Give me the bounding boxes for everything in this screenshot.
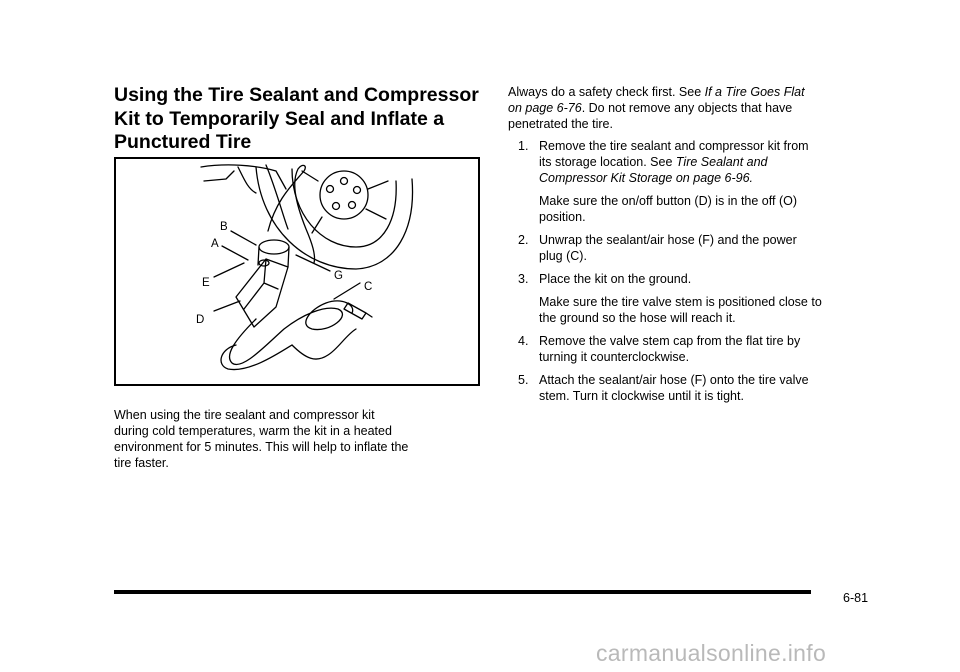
cold-weather-note (114, 407, 474, 471)
text-line: Make sure the on/off button (D) is in the off (O) (539, 194, 797, 208)
step-item (508, 372, 878, 404)
text-segment: its storage location. See (539, 155, 676, 169)
step-item (508, 271, 878, 326)
text-line: Unwrap the sealant/air hose (F) and the power (539, 233, 797, 247)
page-number: 6-81 (843, 591, 869, 605)
text-segment: . (749, 171, 754, 185)
power-cord (229, 301, 352, 365)
compressor-body (236, 259, 288, 327)
heading-line: Using the Tire Sealant and Compressor (114, 84, 479, 106)
text-line: Attach the sealant/air hose (F) onto the tire valve (539, 373, 809, 387)
step-note (539, 294, 878, 326)
tire-inner (292, 169, 396, 247)
text-line: position. (539, 210, 586, 224)
step-note (539, 193, 878, 225)
step-number: 4. (518, 334, 529, 348)
text-line: Make sure the tire valve stem is positioned close to (539, 295, 822, 309)
heading-line: Kit to Temporarily Seal and Inflate a (114, 107, 445, 130)
sealant-canister (259, 240, 289, 254)
hub-cap (320, 171, 368, 219)
illustration-svg (116, 159, 478, 384)
text-line: Place the kit on the ground. (539, 272, 692, 286)
text-line: plug (C). (539, 249, 587, 263)
text-line: penetrated the tire. (508, 117, 613, 131)
sealant-air-hose (268, 165, 315, 263)
step-number: 5. (518, 373, 529, 387)
callout-a: A (211, 238, 219, 250)
step-item (508, 138, 878, 225)
step-number: 2. (518, 233, 529, 247)
text-line: Remove the tire sealant and compressor kit from (539, 139, 809, 153)
step-item (508, 232, 878, 264)
section-heading (114, 84, 486, 155)
footer-rule (114, 590, 811, 594)
text-line (508, 84, 878, 100)
step-number: 1. (518, 139, 529, 153)
cross-reference-link[interactable]: on page 6-76 (508, 101, 582, 115)
procedure-steps (508, 138, 878, 411)
text-line: environment for 5 minutes. This will help to inflate the (114, 440, 409, 454)
text-segment: Always do a safety check first. See (508, 85, 705, 99)
text-segment: . Do not remove any objects that have (581, 101, 793, 115)
cross-reference-link[interactable]: Tire Sealant and (675, 155, 768, 169)
step-item (508, 333, 878, 365)
text-line: turning it counterclockwise. (539, 350, 690, 364)
callout-e: E (202, 277, 210, 289)
tire-sealant-kit-illustration (114, 157, 480, 386)
vehicle-wheel-arch (266, 165, 288, 229)
text-line (539, 154, 878, 170)
heading-line: Punctured Tire (114, 131, 252, 153)
callout-d: D (196, 314, 205, 326)
step-number: 3. (518, 272, 529, 286)
cross-reference-link[interactable]: If a Tire Goes Flat (704, 85, 805, 99)
cross-reference-link[interactable]: Compressor Kit Storage on page 6-96 (539, 171, 750, 185)
text-line: When using the tire sealant and compressor kit (114, 408, 375, 422)
text-line: the ground so the hose will reach it. (539, 311, 736, 325)
text-line (508, 100, 878, 116)
callout-g: G (334, 270, 343, 282)
callout-b: B (220, 221, 228, 233)
watermark: carmanualsonline.info (596, 640, 827, 666)
callout-c: C (364, 281, 373, 293)
text-line: stem. Turn it clockwise until it is tight. (539, 389, 744, 403)
text-line: tire faster. (114, 456, 169, 470)
vehicle-body-outline (201, 165, 286, 193)
power-plug (344, 303, 372, 319)
safety-check-paragraph (508, 84, 878, 132)
text-line: during cold temperatures, warm the kit in a heated (114, 424, 392, 438)
text-line (539, 170, 878, 186)
text-line: Remove the valve stem cap from the flat tire by (539, 334, 801, 348)
